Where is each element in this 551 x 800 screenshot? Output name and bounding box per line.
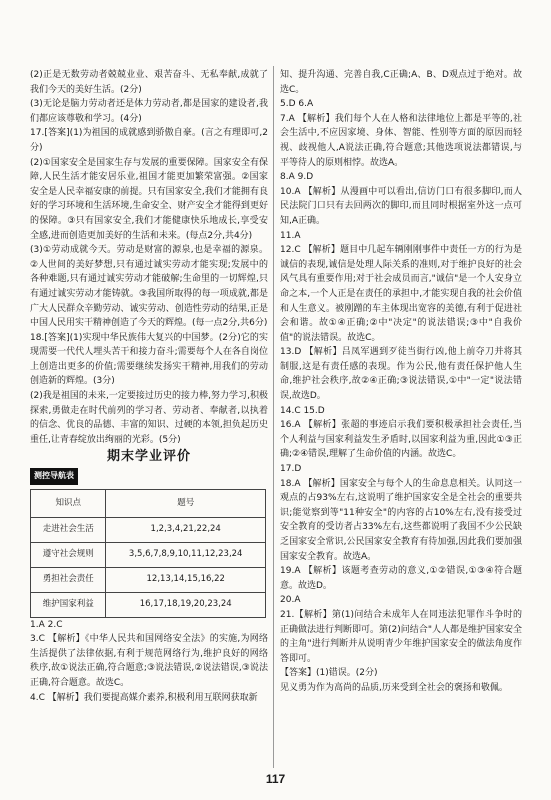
table-cell: 勇担社会责任 — [31, 567, 106, 592]
table-header-cell: 题号 — [106, 489, 266, 517]
answer-paragraph: (3)无论是脑力劳动者还是体力劳动者,都是国家的建设者,我们都应该尊敬和学习。(4分) — [30, 99, 268, 124]
answer-paragraph: 11.A — [280, 230, 301, 241]
answer-paragraph: 12.C 【解析】题目中几起车辆刚刚事件中责任一方的行为是诚信的表现,诚信是处理人际关系的准则,对于维护良好的社会风气具有重要作用;对于社会成员而言,"诚信"是一个人安身立命之本,一个人正是在责任的承担中,才能实现自我的社会价值和人生意义。被刚蹭的车主体现出宽容的美德,有利于促进社会和谐。故①④正确;②中"决定"的说法错误;③中"自我价值"的说法错误。故选C。 — [280, 245, 522, 343]
column-divider — [273, 66, 274, 768]
table-row — [31, 517, 266, 542]
answer-paragraph: 5.D 6.A — [280, 99, 314, 110]
answer-paragraph: 14.C 15.D — [280, 405, 325, 416]
table-cell: 12,13,14,15,16,22 — [106, 567, 266, 592]
table-cell: 1,2,3,4,21,22,24 — [106, 517, 266, 542]
answer-paragraph: 10.A 【解析】从漫画中可以看出,信访门口有很多脚印,而人民法院门口只有去回两次的脚印,而且同时根据室外这一点可知,A正确。 — [280, 186, 522, 226]
table-row — [31, 542, 266, 567]
answer-paragraph: 见义勇为作为高尚的品质,历来受到全社会的褒扬和敬佩。 — [280, 682, 508, 693]
table-row — [31, 567, 266, 592]
answer-paragraph: 21.【解析】第(1)问结合未成年人在同违法犯罪作斗争时的正确做法进行判断即可。第(2)问结合"人人都是维护国家安全的主角"进行判断并从说明青少年维护国家安全的做法角度作答即可。 — [280, 609, 522, 664]
right-column — [280, 68, 522, 696]
answer-paragraph: 1.A 2.C — [30, 619, 63, 630]
navigation-table — [30, 489, 266, 618]
answer-paragraph: (2)①国家安全是国家生存与发展的重要保障。国家安全有保障,人民生活才能安居乐业,祖国才能更加繁荣富强。②国家安全是人民幸福安康的前提。只有国家安全,我们才能拥有良好的学习环境和生活环境,生命安全、财产安全才能得到更好的保障。③只有国家安全,我们才能健康快乐地成长,享受安全感,进而创造更加美好的生活和未来。(每点2分,共4分) — [30, 157, 268, 241]
answer-paragraph: 4.C 【解析】我们要提高媒介素养,积极利用互联网获取新 — [30, 692, 258, 703]
table-cell: 遵守社会规则 — [31, 542, 106, 567]
answer-paragraph: 7.A 【解析】我们每个人在人格和法律地位上都是平等的,社会生活中,不应因家境、身体、智能、性别等方面的原因而轻视、歧视他人,A说法正确,符合题意;其他选项说法都错误,与平等待人的原则相悖。故选A。 — [280, 113, 522, 168]
table-cell: 3,5,6,7,8,9,10,11,12,23,24 — [106, 542, 266, 567]
table-cell: 维护国家利益 — [31, 592, 106, 617]
answer-paragraph: 20.A — [280, 595, 301, 606]
answer-paragraph: 19.A 【解析】该题考查劳动的意义,①②错误,①③④符合题意。故选D。 — [280, 566, 522, 591]
answer-paragraph: 16.A 【解析】张超的事迹启示我们要积极承担社会责任,当个人利益与国家利益发生矛盾时,以国家利益为重,因此①③正确;②④错误,理解了生命价值的内涵。故选C。 — [280, 420, 522, 460]
table-cell: 16,17,18,19,20,23,24 — [106, 592, 266, 617]
answer-paragraph: (2)正是无数劳动者兢兢业业、艰苦奋斗、无私奉献,成就了我们今天的美好生活。(2分) — [30, 70, 268, 95]
table-row — [31, 592, 266, 617]
left-column — [30, 68, 268, 705]
answer-paragraph: 17.D — [280, 464, 302, 475]
answer-paragraph: (3)①劳动成就今天。劳动是财富的源泉,也是幸福的源泉。②人世间的美好梦想,只有通过诚实劳动才能实现;发展中的各种难题,只有通过诚实劳动才能破解;生命里的一切辉煌,只有通过诚实劳动才能铸就。③我国所取得的每一项成就,都是广大人民群众辛勤劳动、诚实劳动、创造性劳动的结果,正是中国人民用实干精神创造了今天的辉煌。(每一点2分,共6分) — [30, 245, 268, 329]
answer-paragraph: 知、提升沟通、完善自我,C正确;A、B、D观点过于绝对。故选C。 — [280, 70, 522, 95]
answer-paragraph: 【答案】(1)错误。(2分) — [280, 668, 378, 679]
table-cell: 走进社会生活 — [31, 517, 106, 542]
table-header-row — [31, 489, 266, 517]
table-title: 测控导航表 — [30, 468, 78, 485]
page-number: 117 — [265, 772, 286, 786]
answer-paragraph: 8.A 9.D — [280, 172, 314, 183]
answer-paragraph: 17.[答案](1)为祖国的成就感到骄傲自豪。(言之有理即可,2分) — [30, 128, 268, 153]
table-header-cell: 知识点 — [31, 489, 106, 517]
answer-paragraph: 18.[答案](1)实现中华民族伟大复兴的中国梦。(2分)它的实现需要一代代人埋头苦干和接力奋斗;需要每个人在各自岗位上创造出更多的价值;需要继续发扬实干精神,用我们的劳动创造新的辉煌。(3分) — [30, 332, 268, 387]
answer-paragraph: 13.D 【解析】吕凤军遇到歹徒当街行凶,他上前夺刀并将其制服,这是有责任感的表现。作为公民,他有责任保护他人生命,维护社会秩序,故②④正确;③说法错误,①中"一定"说法错误,故选D。 — [280, 347, 522, 402]
answer-paragraph: (2)我是祖国的未来,一定要接过历史的接力棒,努力学习,积极探索,勇做走在时代前列的学习者、劳动者、奉献者,以执着的信念、优良的品德、丰富的知识、过硬的本领,担负起历史重任,让青春绽放出绚丽的光彩。(5分) — [30, 391, 268, 445]
section-heading: 期末学业评价 — [106, 449, 191, 465]
watermark-logo — [455, 760, 537, 796]
answer-paragraph: 18.A 【解析】国家安全与每个人的生命息息相关。认同这一观点的占93%左右,这说明了维护国家安全是全社会的重要共识;能觉察到等"11种安全"的内容的占10%左右,没有接受过安全教育的受访者占33%左右,这些都说明了我国不少公民缺乏国家安全常识,公民国家安全教育有待加强,因此我们要加强国家安全教育。故选A。 — [280, 478, 522, 562]
answer-paragraph: 3.C 【解析】《中华人民共和国网络安全法》的实施,为网络生活提供了法律依据,有利于规范网络行为,维护良好的网络秩序,故①说法正确,符合题意;③说法错误,②说法错误,③说法正确,符合题意。故选C。 — [30, 634, 268, 688]
